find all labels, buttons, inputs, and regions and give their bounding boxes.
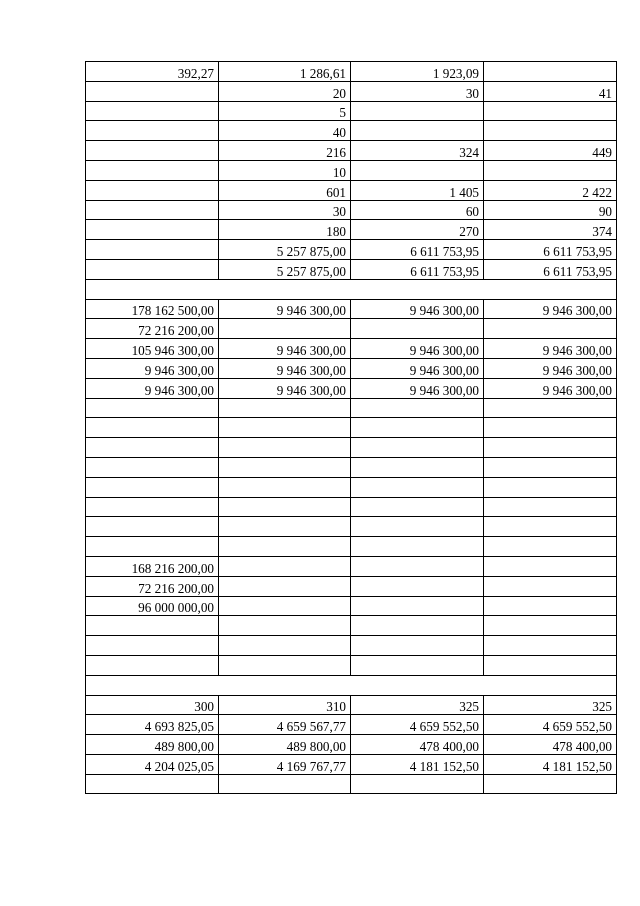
table-cell-col3: 4 659 552,50: [351, 715, 484, 735]
table-cell-col2: 30: [219, 200, 351, 220]
table-cell-col1: [86, 497, 219, 517]
table-cell-col1: [86, 517, 219, 537]
table-cell-col3: [351, 517, 484, 537]
table-cell-col1: 72 216 200,00: [86, 319, 219, 339]
table-cell-col1: 4 204 025,05: [86, 754, 219, 774]
table-cell-col1: [86, 537, 219, 557]
table-cell-col2: [219, 398, 351, 418]
table-cell-col4: 374: [484, 220, 617, 240]
table-cell-col3: 270: [351, 220, 484, 240]
table-cell-col4: [484, 160, 617, 180]
table-cell-col2: [219, 438, 351, 458]
table-cell-col4: [484, 655, 617, 675]
table-row: [86, 121, 617, 141]
table-cell-col3: 9 946 300,00: [351, 339, 484, 359]
table-cell-col4: 325: [484, 695, 617, 715]
table-cell-col3: 6 611 753,95: [351, 240, 484, 260]
table-cell-col2: [219, 457, 351, 477]
table-cell-col1: [86, 457, 219, 477]
table-cell-col3: [351, 160, 484, 180]
table-row: [86, 141, 617, 161]
table-cell-col4: [484, 319, 617, 339]
table-cell-col4: [484, 398, 617, 418]
table-row: [86, 398, 617, 418]
table-cell-col4: 6 611 753,95: [484, 240, 617, 260]
table-cell-col3: [351, 596, 484, 616]
table-cell-col4: [484, 774, 617, 794]
table-cell-col3: [351, 477, 484, 497]
table-cell-col3: [351, 616, 484, 636]
table-cell-col2: 601: [219, 180, 351, 200]
table-cell-col1: [86, 636, 219, 656]
table-cell-col1: [86, 180, 219, 200]
table-row: [86, 418, 617, 438]
table-cell-col4: [484, 537, 617, 557]
table-cell-col4: [484, 497, 617, 517]
table-cell-col3: 324: [351, 141, 484, 161]
table-cell-col2: [219, 774, 351, 794]
table-cell-col1: [86, 259, 219, 279]
table-cell-col2: 216: [219, 141, 351, 161]
table-cell-col3: [351, 121, 484, 141]
table-cell-col1: [86, 240, 219, 260]
table-cell-col2: 310: [219, 695, 351, 715]
table-cell-col1: [86, 477, 219, 497]
table-row: [86, 101, 617, 121]
table-cell-col1: [86, 774, 219, 794]
table-cell-col4: 90: [484, 200, 617, 220]
table-cell-col4: [484, 457, 617, 477]
table-cell-col1: [86, 418, 219, 438]
table-cell-col3: [351, 319, 484, 339]
table-cell-col3: [351, 655, 484, 675]
table-cell-col4: 9 946 300,00: [484, 378, 617, 398]
table-cell-col2: 40: [219, 121, 351, 141]
table-row: [86, 220, 617, 240]
table-cell-col2: 489 800,00: [219, 735, 351, 755]
table-cell-col4: [484, 517, 617, 537]
table-cell-col2: 9 946 300,00: [219, 358, 351, 378]
table-row: [86, 299, 617, 319]
table-row: [86, 438, 617, 458]
table-cell-col4: [484, 596, 617, 616]
data-table: [85, 61, 617, 794]
table-cell-merged: [86, 279, 617, 299]
table-cell-col4: 4 181 152,50: [484, 754, 617, 774]
table-cell-col3: [351, 418, 484, 438]
table-row: [86, 160, 617, 180]
table-row: [86, 240, 617, 260]
table-row: [86, 319, 617, 339]
table-cell-col3: [351, 457, 484, 477]
table-cell-col3: 60: [351, 200, 484, 220]
table-cell-col2: 1 286,61: [219, 62, 351, 82]
table-cell-col2: [219, 497, 351, 517]
table-cell-col4: [484, 477, 617, 497]
table-row: [86, 180, 617, 200]
table-row: [86, 378, 617, 398]
table-cell-col1: [86, 160, 219, 180]
table-cell-col4: 478 400,00: [484, 735, 617, 755]
table-row: [86, 616, 617, 636]
table-cell-col2: 180: [219, 220, 351, 240]
table-row: [86, 655, 617, 675]
table-cell-col4: 9 946 300,00: [484, 299, 617, 319]
table-cell-col1: 168 216 200,00: [86, 556, 219, 576]
table-cell-col3: [351, 537, 484, 557]
table-row: [86, 279, 617, 299]
table-cell-col3: 325: [351, 695, 484, 715]
table-cell-col1: 392,27: [86, 62, 219, 82]
table-row: [86, 754, 617, 774]
table-cell-col1: 96 000 000,00: [86, 596, 219, 616]
table-row: [86, 62, 617, 82]
table-cell-col4: [484, 438, 617, 458]
table-cell-col3: [351, 556, 484, 576]
table-cell-col4: 449: [484, 141, 617, 161]
table-cell-col2: 5 257 875,00: [219, 240, 351, 260]
table-row: [86, 259, 617, 279]
table-cell-col2: [219, 655, 351, 675]
table-cell-col4: 4 659 552,50: [484, 715, 617, 735]
table-cell-col2: 10: [219, 160, 351, 180]
table-cell-col3: [351, 398, 484, 418]
table-row: [86, 715, 617, 735]
table-cell-col3: 6 611 753,95: [351, 259, 484, 279]
table-row: [86, 735, 617, 755]
table-cell-col2: [219, 576, 351, 596]
table-cell-col3: [351, 576, 484, 596]
table-row: [86, 576, 617, 596]
table-cell-col2: 9 946 300,00: [219, 299, 351, 319]
table-cell-col3: 30: [351, 81, 484, 101]
table-cell-col2: [219, 319, 351, 339]
table-cell-col1: [86, 101, 219, 121]
table-cell-col4: [484, 576, 617, 596]
table-cell-col4: 2 422: [484, 180, 617, 200]
table-row: [86, 556, 617, 576]
table-cell-col3: [351, 636, 484, 656]
table-cell-col3: 9 946 300,00: [351, 358, 484, 378]
table-cell-col3: 1 405: [351, 180, 484, 200]
table-cell-col4: [484, 636, 617, 656]
table-cell-col1: 9 946 300,00: [86, 378, 219, 398]
table-cell-col2: [219, 636, 351, 656]
table-cell-col4: [484, 62, 617, 82]
table-row: [86, 517, 617, 537]
table-cell-col4: [484, 121, 617, 141]
table-cell-col4: 9 946 300,00: [484, 339, 617, 359]
table-cell-col2: 5: [219, 101, 351, 121]
table-cell-col2: 9 946 300,00: [219, 378, 351, 398]
table-cell-col4: 41: [484, 81, 617, 101]
table-row: [86, 477, 617, 497]
table-cell-col1: [86, 81, 219, 101]
table-cell-col1: [86, 398, 219, 418]
table-row: [86, 675, 617, 695]
table-cell-col3: [351, 774, 484, 794]
table-row: [86, 695, 617, 715]
table-body: [86, 62, 617, 794]
table-cell-col4: 9 946 300,00: [484, 358, 617, 378]
table-row: [86, 774, 617, 794]
table-cell-col2: 4 169 767,77: [219, 754, 351, 774]
table-cell-col4: [484, 616, 617, 636]
table-cell-col2: [219, 418, 351, 438]
table-cell-col1: [86, 616, 219, 636]
table-cell-col3: 478 400,00: [351, 735, 484, 755]
table-cell-col2: [219, 537, 351, 557]
table-cell-col1: [86, 438, 219, 458]
table-cell-col2: 4 659 567,77: [219, 715, 351, 735]
table-cell-col4: [484, 101, 617, 121]
table-cell-col1: [86, 220, 219, 240]
table-cell-col1: [86, 121, 219, 141]
table-cell-col3: 4 181 152,50: [351, 754, 484, 774]
table-row: [86, 497, 617, 517]
table-row: [86, 537, 617, 557]
table-cell-col2: 5 257 875,00: [219, 259, 351, 279]
table-row: [86, 457, 617, 477]
table-cell-col1: 9 946 300,00: [86, 358, 219, 378]
table-cell-col1: 72 216 200,00: [86, 576, 219, 596]
table-cell-col1: 105 946 300,00: [86, 339, 219, 359]
table-row: [86, 200, 617, 220]
table-cell-col2: [219, 556, 351, 576]
table-row: [86, 81, 617, 101]
table-cell-col1: 300: [86, 695, 219, 715]
table-cell-col4: [484, 418, 617, 438]
table-cell-col1: [86, 141, 219, 161]
table-cell-col4: [484, 556, 617, 576]
table-cell-col3: [351, 497, 484, 517]
table-cell-col2: 20: [219, 81, 351, 101]
table-row: [86, 636, 617, 656]
table-cell-col3: 9 946 300,00: [351, 378, 484, 398]
table-row: [86, 358, 617, 378]
table-row: [86, 596, 617, 616]
table-cell-col2: [219, 596, 351, 616]
table-cell-col2: [219, 517, 351, 537]
table-cell-col3: [351, 101, 484, 121]
table-cell-col1: 178 162 500,00: [86, 299, 219, 319]
table-cell-col2: [219, 616, 351, 636]
table-cell-col4: 6 611 753,95: [484, 259, 617, 279]
table-cell-col1: 4 693 825,05: [86, 715, 219, 735]
table-cell-col3: [351, 438, 484, 458]
table-cell-col1: [86, 200, 219, 220]
table-cell-col1: 489 800,00: [86, 735, 219, 755]
table-cell-merged: [86, 675, 617, 695]
table-row: [86, 339, 617, 359]
table-cell-col2: [219, 477, 351, 497]
table-cell-col2: 9 946 300,00: [219, 339, 351, 359]
table-cell-col3: 9 946 300,00: [351, 299, 484, 319]
table-cell-col3: 1 923,09: [351, 62, 484, 82]
table-cell-col1: [86, 655, 219, 675]
